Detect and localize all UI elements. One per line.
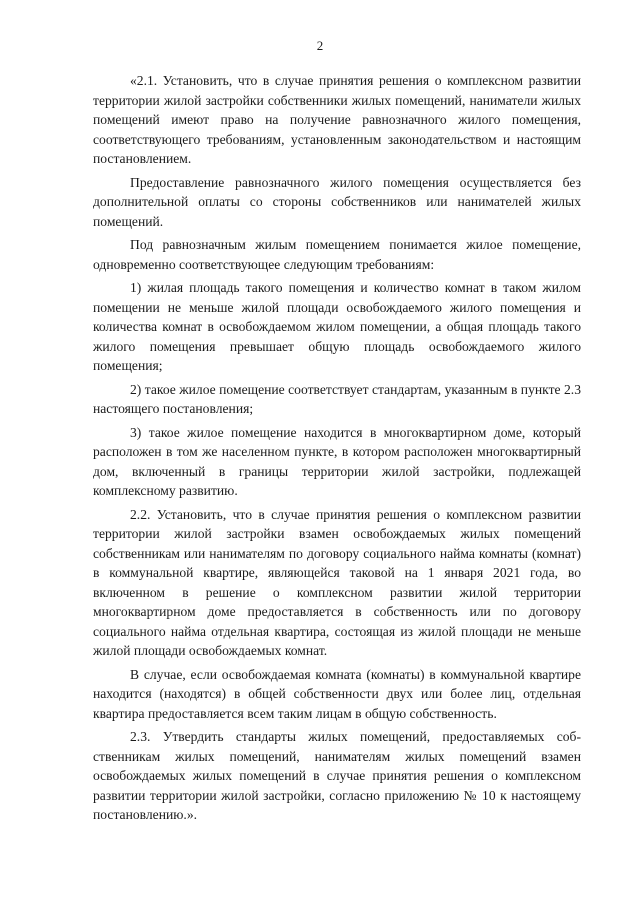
paragraph-2-3: 2.3. Утвердить стандарты жилых помещений, предоставляемых собственникам жилых помещений, нанимателям жилых помещений взамен освобождаемых жилых помещений в случае принятия решения о комплексном развитии территории жилой застройки, согласно приложению № 10 к настоящему постановлению.».: [93, 729, 581, 822]
paragraph-2-2: 2.2. Установить, что в случае принятия решения о комплексном развитии территории жилой застройки взамен освобождаемых жилых помещений собственникам или нанимателям по договору социального найма комнаты (комнат) в коммунальной квартире, являющейся таковой на 1 января 2021 года, во включенном в решение о комплексном развитии жилой территории многоквартирном доме предоставляется в собственность или по договору социального найма отдельная квартира, состоящая из жилой площади не меньше жилой площади освобождаемых комнат.: [93, 506, 581, 658]
paragraph-requirement-2: 2) такое жилое помещение соответствует стандартам, указанным в пункте 2.3 настоящего постановления;: [93, 381, 581, 416]
paragraph-requirement-1: 1) жилая площадь такого помещения и количество комнат в таком жилом помещении не меньше жилой площади освобождаемого жилого помещения и количества комнат в освобождаемом жилом помещении, а общая площадь такого жилого помещения превышает общую площадь освобождаемого жилого помещения;: [93, 280, 581, 373]
paragraph-equivalent-definition: Под равнозначным жилым помещением понимается жилое помещение, одновременно соответствующее следующим требованиям:: [93, 237, 581, 272]
paragraph-requirement-3: 3) такое жилое помещение находится в многоквартирном доме, который расположен в том же населенном пункте, в котором расположен многоквартирный дом, включенный в границы территории жилой застройки, подлежащей комплексному развитию.: [93, 424, 581, 498]
paragraph-shared-ownership: В случае, если освобождаемая комната (комнаты) в коммунальной квартире находится (находятся) в общей собственности двух или более лиц, отдельная квартира предоставляется всем таким лицам в общую собственность.: [93, 666, 581, 721]
document-body: [93, 71, 581, 829]
page-number: 2: [316, 38, 324, 53]
paragraph-2-1: «2.1. Установить, что в случае принятия решения о комплексном развитии территории жилой застройки собственники жилых помещений, наниматели жилых помещений имеют право на получение равнозначного жилого помещения, соответствующего требованиям, установленным законодательством и настоящим постановлением.: [93, 73, 581, 166]
paragraph-no-extra-payment: Предоставление равнозначного жилого помещения осуществляется без дополнительной оплаты со стороны собственников или нанимателей жилых помещений.: [93, 174, 581, 229]
